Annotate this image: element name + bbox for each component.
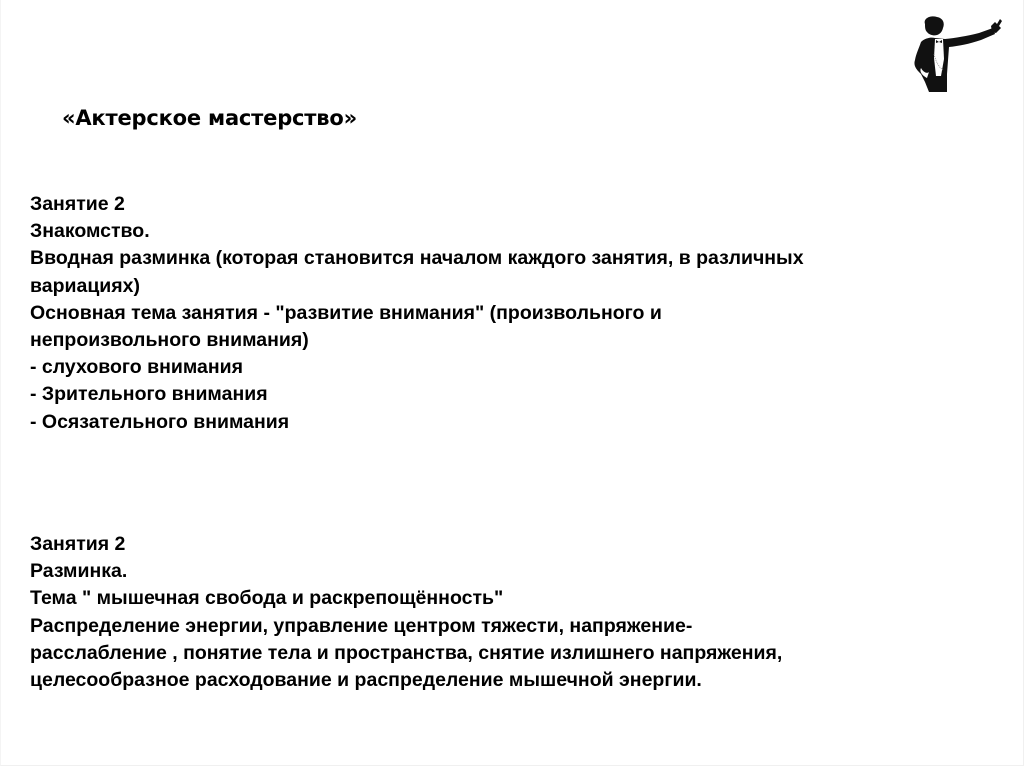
lesson-2-line: Тема " мышечная свобода и раскрепощённость": [30, 587, 504, 610]
lesson-1-line: Вводная разминка (которая становится началом каждого занятия, в различных: [30, 247, 804, 270]
lesson-1-line: Основная тема занятия - "развитие внимания" (произвольного и: [30, 301, 662, 324]
lesson-1-list-item: - Осязательного внимания: [30, 410, 290, 433]
lesson-1-subheading: Знакомство.: [30, 220, 150, 243]
lesson-1-heading: Занятие 2: [30, 193, 125, 215]
lesson-2-subheading: Разминка.: [30, 560, 128, 583]
actor-silhouette-icon: [907, 14, 1007, 94]
lesson-1-text: [30, 191, 804, 436]
lesson-2-heading: Занятия 2: [30, 533, 126, 555]
lesson-1-line: непроизвольного внимания): [30, 329, 309, 352]
slide-title: «Актерское мастерство»: [62, 106, 357, 130]
lesson-2-line: расслабление , понятие тела и пространства, снятие излишнего напряжения,: [30, 641, 783, 664]
lesson-1-list-item: - Зрительного внимания: [30, 383, 268, 406]
lesson-1-list-item: - слухового внимания: [30, 356, 243, 379]
lesson-1-line: вариациях): [30, 274, 141, 297]
lesson-2-line: Распределение энергии, управление центром тяжести, напряжение-: [30, 614, 693, 637]
lesson-2-text: [30, 531, 782, 694]
lesson-2-line: целесообразное расходование и распределение мышечной энергии.: [30, 669, 702, 692]
